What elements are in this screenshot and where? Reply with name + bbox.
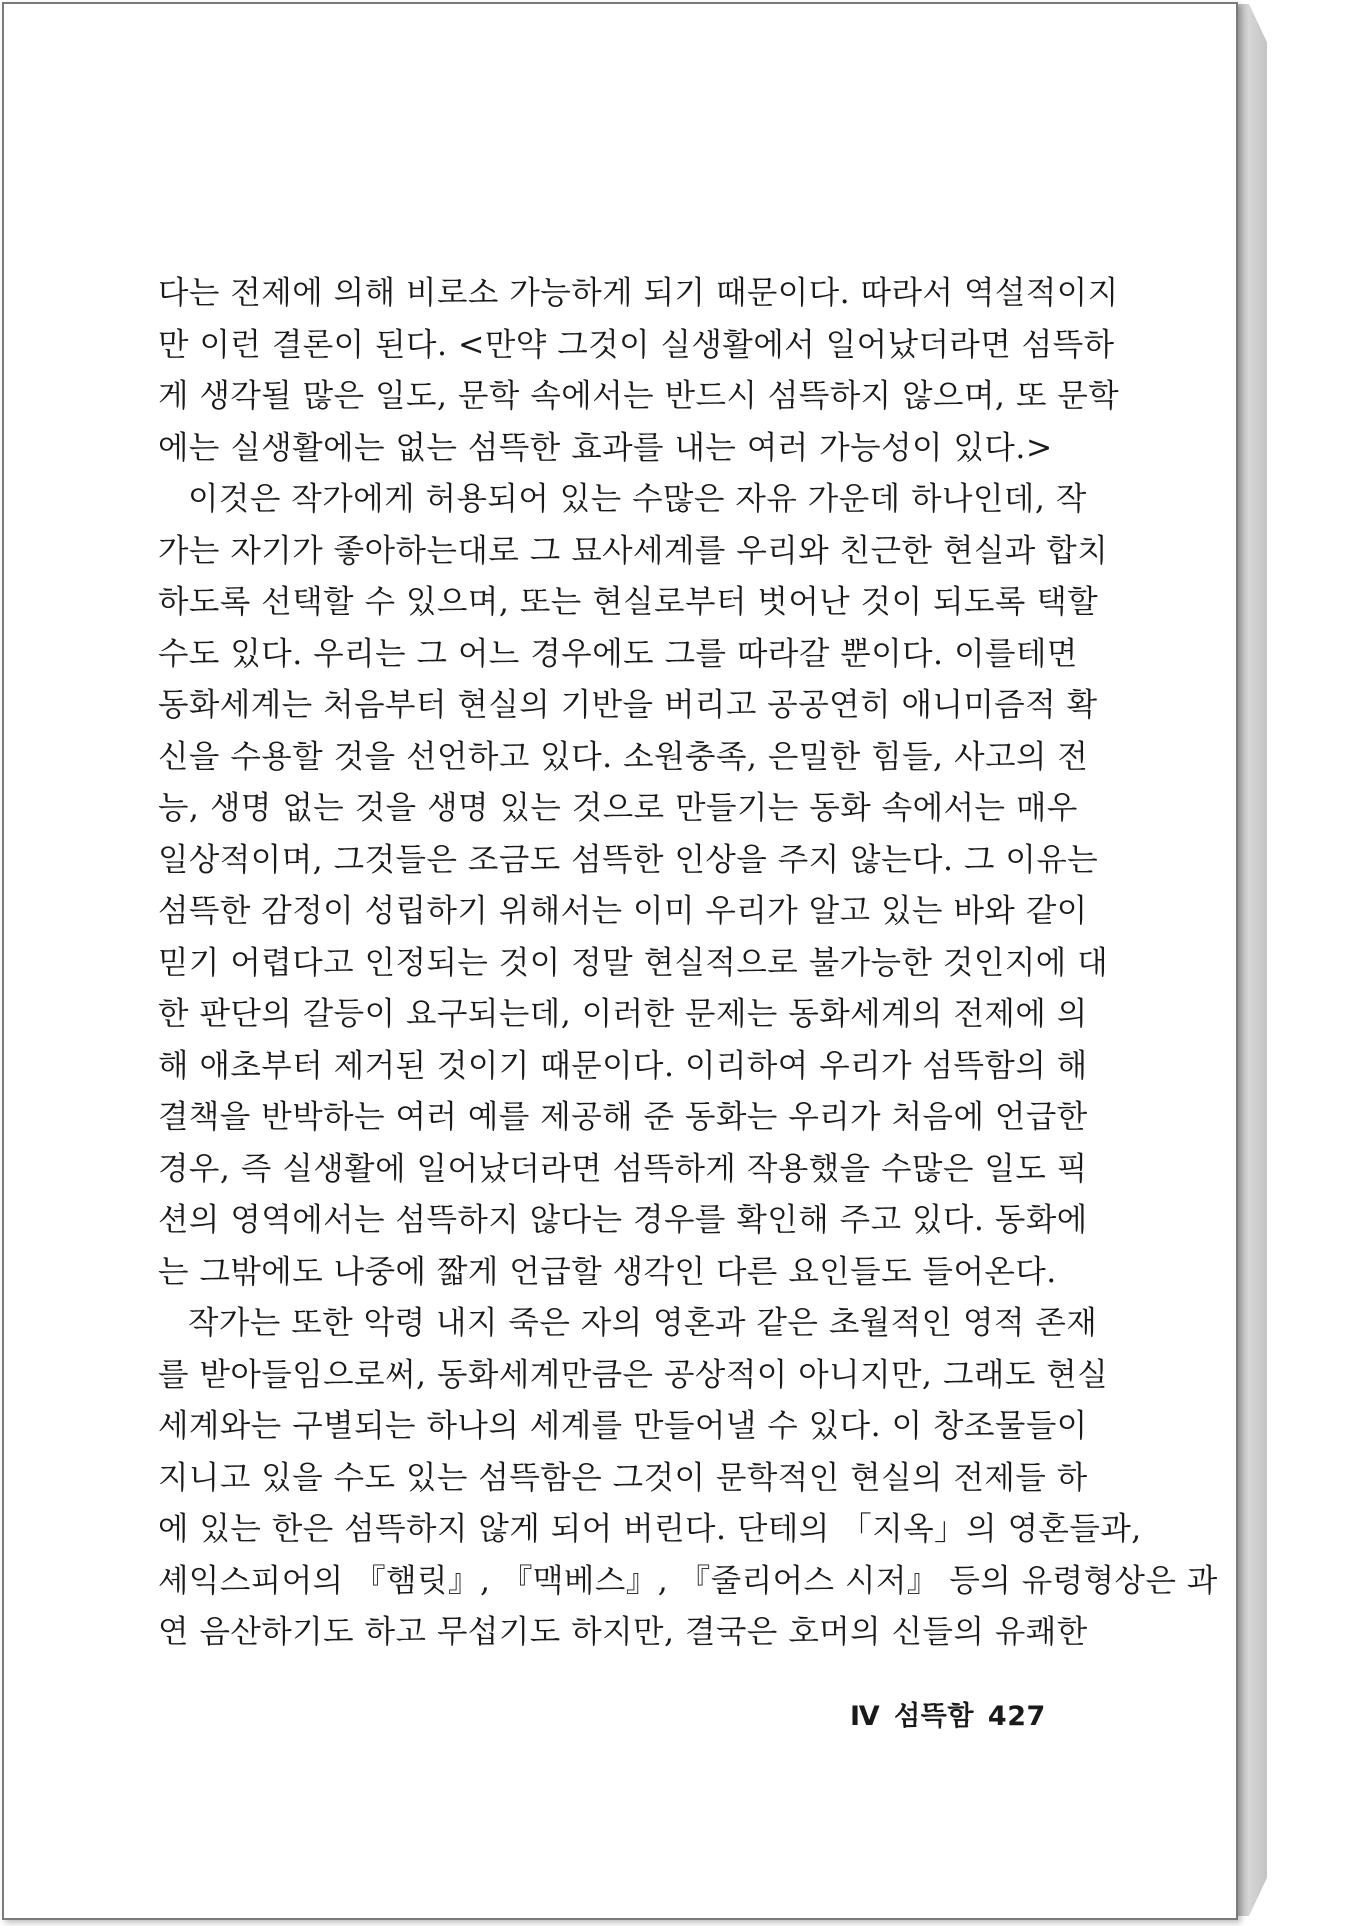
- text-line: 신을 수용할 것을 선언하고 있다. 소원충족, 은밀한 힘들, 사고의 전: [158, 738, 1089, 775]
- text-line: 게 생각될 많은 일도, 문학 속에서는 반드시 섬뜩하지 않으며, 또 문학: [158, 378, 1120, 414]
- page-footer: [850, 1694, 1046, 1733]
- text-line: 능, 생명 없는 것을 생명 있는 것으로 만들기는 동화 속에서는 매우: [158, 790, 1078, 826]
- text-line: 는 그밖에도 나중에 짧게 언급할 생각인 다른 요인들도 들어온다.: [158, 1253, 1057, 1290]
- section-title: 섬뜩함: [894, 1701, 974, 1732]
- text-line: 일상적이며, 그것들은 조금도 섬뜩한 인상을 주지 않는다. 그 이유는: [158, 841, 1099, 878]
- text-line: 수도 있다. 우리는 그 어느 경우에도 그를 따라갈 뿐이다. 이를테면: [158, 635, 1078, 672]
- text-line: 결책을 반박하는 여러 예를 제공해 준 동화는 우리가 처음에 언급한: [158, 1099, 1088, 1135]
- text-line: 가는 자기가 좋아하는대로 그 묘사세계를 우리와 친근한 현실과 합치: [158, 532, 1109, 569]
- text-line: 에 있는 한은 섬뜩하지 않게 되어 버린다. 단테의 「지옥」의 영혼들과,: [158, 1511, 1142, 1547]
- text-line: 세계와는 구별되는 하나의 세계를 만들어낼 수 있다. 이 창조물들이: [158, 1408, 1088, 1444]
- text-line: 해 애초부터 제거된 것이기 때문이다. 이리하여 우리가 섬뜩함의 해: [158, 1047, 1088, 1084]
- text-line: 연 음산하기도 하고 무섭기도 하지만, 결국은 호머의 신들의 유쾌한: [158, 1614, 1088, 1650]
- book-page: [2, 2, 1238, 1920]
- text-line: 한 판단의 갈등이 요구되는데, 이러한 문제는 동화세계의 전제에 의: [158, 996, 1088, 1032]
- text-line: 동화세계는 처음부터 현실의 기반을 버리고 공공연히 애니미즘적 확: [158, 687, 1098, 723]
- text-line: 섬뜩한 감정이 성립하기 위해서는 이미 우리가 알고 있는 바와 같이: [158, 893, 1088, 929]
- paragraph-1: [158, 268, 1120, 474]
- paragraph-3: [158, 1298, 1218, 1659]
- text-line: 믿기 어렵다고 인정되는 것이 정말 현실적으로 불가능한 것인지에 대: [158, 944, 1109, 981]
- text-line: 경우, 즉 실생활에 일어났더라면 섬뜩하게 작용했을 수많은 일도 픽: [158, 1150, 1088, 1187]
- text-line: 에는 실생활에는 없는 섬뜩한 효과를 내는 여러 가능성이 있다.>: [158, 429, 1053, 466]
- text-line: 이것은 작가에게 허용되어 있는 수많은 자유 가운데 하나인데, 작: [188, 481, 1087, 517]
- text-line: 다는 전제에 의해 비로소 가능하게 되기 때문이다. 따라서 역설적이지: [158, 275, 1119, 311]
- text-line: 하도록 선택할 수 있으며, 또는 현실로부터 벗어난 것이 되도록 택할: [158, 584, 1099, 620]
- text-line: 지니고 있을 수도 있는 섬뜩함은 그것이 문학적인 현실의 전제들 하: [158, 1459, 1088, 1496]
- body-text: [158, 268, 1218, 1659]
- chapter-number: Ⅳ: [850, 1701, 881, 1732]
- text-line: 작가는 또한 악령 내지 죽은 자의 영혼과 같은 초월적인 영적 존재: [188, 1305, 1098, 1341]
- page-number: 427: [987, 1701, 1046, 1732]
- text-line: 셰익스피어의 『햄릿』, 『맥베스』, 『줄리어스 시저』 등의 유령형상은 과: [158, 1562, 1218, 1599]
- text-line: 션의 영역에서는 섬뜩하지 않다는 경우를 확인해 주고 있다. 동화에: [158, 1202, 1088, 1238]
- page-edge-shadow: [1237, 4, 1267, 1916]
- text-line: 만 이런 결론이 된다. <만약 그것이 실생활에서 일어났더라면 섬뜩하: [158, 326, 1115, 363]
- paragraph-2: [158, 474, 1109, 1298]
- text-line: 를 받아들임으로써, 동화세계만큼은 공상적이 아니지만, 그래도 현실: [158, 1356, 1109, 1393]
